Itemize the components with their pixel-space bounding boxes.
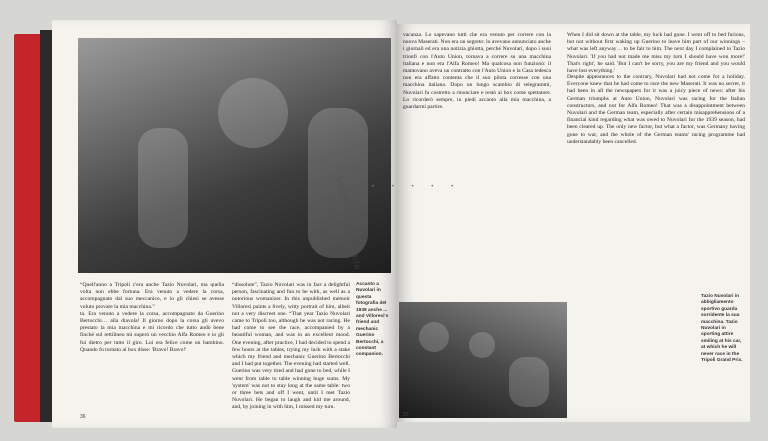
right-text-mid: When I did sit down at the table, my luck had gone. I went off to bed furious, but not without first waking up Guerino to leave him part of our winnings – what was left anyway… to be fair to him. The next day I complained to Tazio Nuvolari. 'If you had not made me miss my turn I should have won more!' That's right', he said. 'But I can't be sorry, you are my friend and you would have lost everything.' — [567, 32, 745, 75]
left-text-col2: “dissolute”, Tazio Nuvolari was in fact a delightful person, fascinating and fun to be with, as well as a notorious womanizer. In this unpublished memoir Villoresi paints a lively, witty portrait of him, albeit not a very discreet one. “That year Tazio Nuvolari came to Tripoli too, although he was not racing. He had come to see the race, accompanied by a beautiful woman, and was in an excellent mood. One evening, after practice, I had decided to spend a few hours at the tables, trying my luck with a stake which my friend and mechanic Guerino Bertocchi and I had put together. The evening had started well. Guerino was very tired and had gone to bed, while I went from table to table winning huge sums. My 'system' was not to stay long at the same table: two or three bets and off I went, until I met Tazio Nuvolari. He began to laugh and kid me around, and, by joining in with him, I missed my turn. — [232, 282, 350, 411]
left-caption-bottom: “Quell'anno a Tripoli c'era anche Tazio Nuvolari, ma quella volta non ebbe fortuna. Era venuto a vedere la corsa, accompagnato dal suo meccanico, e io gli chiesi se avesse voluto provare la mia macchina.” — [80, 282, 224, 310]
page-tick-marks: • • • • • — [372, 184, 462, 190]
left-text-col1 — [80, 282, 224, 354]
crowd-head-2 — [469, 332, 495, 358]
open-book — [14, 14, 760, 430]
photo-figure-body — [138, 128, 188, 248]
left-side-caption: Accanto a Nuvolari in questa fotografia del 1938 anche ... and Villoresi's friend and mechanic Guerino Bertocchi, a constant companion. — [356, 282, 389, 358]
right-text-right: Despite appearances to the contrary, Nuvolari had not come for a holiday. Everyone knew that he had come to race the new Maserati. It was no secret, it had been in all the newspapers for it was a juicy piece of news: after his German triumphs at Auto Union, Nuvolari was racing for the Italian constructors, and not for Alfa Romeo! That was a disappointment between Nuvolari and the German team, especially after certain misapprehensions of a financial kind regarding what was owed to Nuvolari for the 1939 season, had been cleared up. The only new factor, but what a factor, was Germany having gone to war, and the whole of the German teams' racing programme had understandably been cancelled. — [567, 74, 745, 145]
left-text-col1-body: ta. Era venuto a vedere la corsa, accompagnato da Guerino Bertocchi… alla diavola! Il giorno dopo la corsa gli avevo prestato la mia macchina e mi ricordo che tutto andò bene finché sul rettilineo mi superò un vecchio Alfa Romeo e io gli fui dietro per tutto il giro. Lui era felice come un bambino. Quando fu tornato ai box disse: 'Bravo! Bravo!' — [80, 310, 224, 353]
crowd-figure — [509, 357, 549, 407]
left-page-number: 36 — [80, 414, 86, 420]
crowd-head-1 — [419, 322, 449, 352]
right-text-top: vacanza. Lo sapevano tutti che era venuto per correre con la nuova Maserati. Non era un segreto: lo avevano annunciato anche i giornali ed era una notizia ghiotta, perché Nuvolari, dopo i suoi trionfi con l'Auto Union, tornava a correre su una macchina italiana e non era l'Alfa Romeo! Ma qualcosa non funzionò: il mantovano aveva un contratto con l'Auto Union e la Casa tedesca non era affatto contenta che il suo pilota corresse con una macchina italiana. Dopo un lungo scambio di telegrammi, Nuvolari fu costretto a rinunciare e restò ai box come spettatore. Lo ricorderò sempre, in piedi accanto alla mia macchina, a guardarmi partire. — [403, 32, 551, 111]
watermark-text: © Libreria Automobile — [334, 164, 363, 272]
crowd-photo — [399, 302, 567, 418]
photo-figure-head — [218, 78, 288, 148]
right-side-caption: Tazio Nuvolari in abbigliamento sportivo guarda sorridente la sua macchina. Tazio Nuvolari in sporting attire smiling at his car, at which he will never race in the Tripoli Grand Prix. — [701, 294, 743, 364]
right-page-number: 37 — [403, 412, 409, 418]
right-page — [397, 24, 750, 422]
nuvolari-photo — [78, 38, 391, 273]
